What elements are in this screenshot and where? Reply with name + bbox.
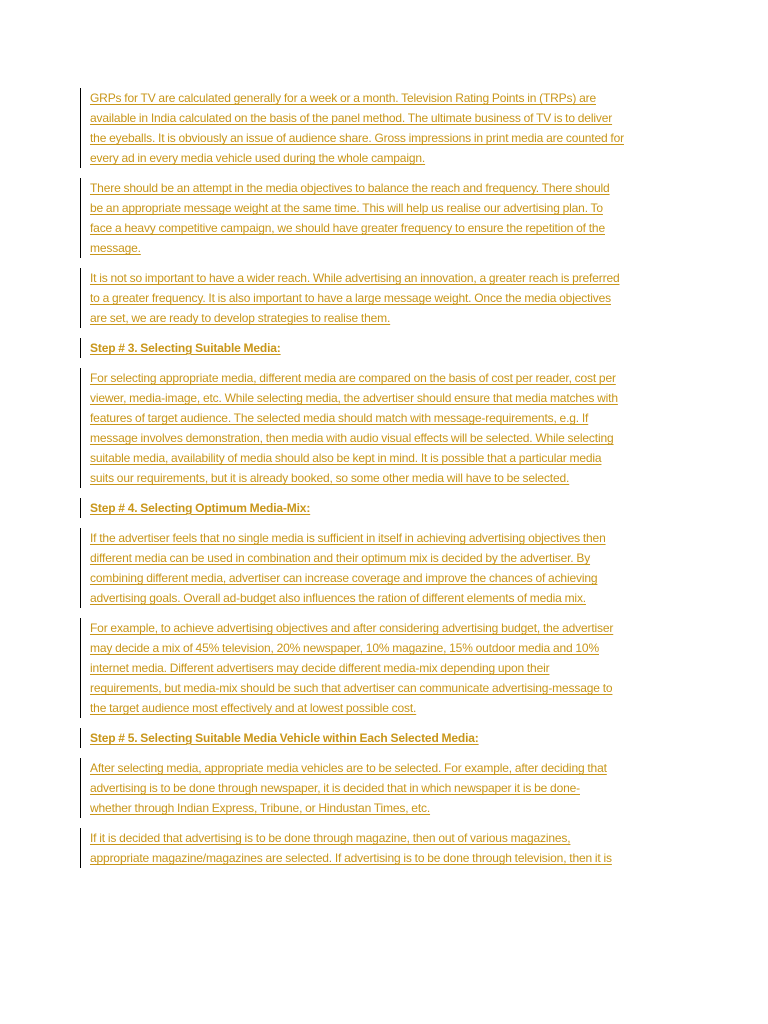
text-line: are set, we are ready to develop strategies to realise them. bbox=[90, 311, 391, 325]
text-line: appropriate magazine/magazines are selected. If advertising is to be done through television, then it is bbox=[90, 851, 612, 865]
text-line: to a greater frequency. It is also important to have a large message weight. Once the media objectives bbox=[90, 291, 612, 305]
paragraph bbox=[80, 828, 680, 868]
text-line: suitable media, availability of media should also be kept in mind. It is possible that a particular media bbox=[90, 451, 602, 465]
paragraph bbox=[80, 528, 680, 608]
text-line: message involves demonstration, then media with audio visual effects will be selected. While selecting bbox=[90, 431, 614, 445]
paragraph bbox=[80, 368, 680, 488]
text-line: internet media. Different advertisers may decide different media-mix depending upon their bbox=[90, 661, 550, 675]
text-line: Step # 5. Selecting Suitable Media Vehicle within Each Selected Media: bbox=[90, 731, 479, 745]
section-heading bbox=[80, 338, 680, 358]
text-line: If it is decided that advertising is to be done through magazine, then out of various magazines, bbox=[90, 831, 571, 845]
text-line: the eyeballs. It is obviously an issue of audience share. Gross impressions in print media are counted for bbox=[90, 131, 624, 145]
heading-text bbox=[90, 498, 680, 518]
heading-text bbox=[90, 338, 680, 358]
paragraph-text bbox=[90, 828, 680, 868]
text-line: Step # 4. Selecting Optimum Media-Mix: bbox=[90, 501, 311, 515]
paragraph bbox=[80, 758, 680, 818]
text-line: If the advertiser feels that no single media is sufficient in itself in achieving advertising objectives then bbox=[90, 531, 606, 545]
text-line: available in India calculated on the basis of the panel method. The ultimate business of TV is to deliver bbox=[90, 111, 613, 125]
heading-text bbox=[90, 728, 680, 748]
text-line: For selecting appropriate media, different media are compared on the basis of cost per reader, cost per bbox=[90, 371, 616, 385]
paragraph-text bbox=[90, 618, 680, 718]
text-line: every ad in every media vehicle used during the whole campaign. bbox=[90, 151, 426, 165]
text-line: requirements, but media-mix should be such that advertiser can communicate advertising-message to bbox=[90, 681, 613, 695]
paragraph bbox=[80, 268, 680, 328]
text-line: whether through Indian Express, Tribune, or Hindustan Times, etc. bbox=[90, 801, 431, 815]
text-line: advertising is to be done through newspaper, it is decided that in which newspaper it is be done- bbox=[90, 781, 580, 795]
text-line: message. bbox=[90, 241, 141, 255]
paragraph-text bbox=[90, 88, 680, 168]
section-heading bbox=[80, 498, 680, 518]
text-line: For example, to achieve advertising objectives and after considering advertising budget, the advertiser bbox=[90, 621, 614, 635]
text-line: may decide a mix of 45% television, 20% newspaper, 10% magazine, 15% outdoor media and 10% bbox=[90, 641, 599, 655]
paragraph-text bbox=[90, 178, 680, 258]
text-line: be an appropriate message weight at the same time. This will help us realise our advertising plan. To bbox=[90, 201, 603, 215]
paragraph bbox=[80, 618, 680, 718]
paragraph-text bbox=[90, 528, 680, 608]
document-body bbox=[80, 88, 680, 878]
text-line: the target audience most effectively and at lowest possible cost. bbox=[90, 701, 417, 715]
text-line: viewer, media-image, etc. While selecting media, the advertiser should ensure that media matches with bbox=[90, 391, 618, 405]
text-line: different media can be used in combination and their optimum mix is decided by the advertiser. By bbox=[90, 551, 591, 565]
paragraph-text bbox=[90, 368, 680, 488]
paragraph-text bbox=[90, 268, 680, 328]
paragraph bbox=[80, 88, 680, 168]
text-line: face a heavy competitive campaign, we should have greater frequency to ensure the repetition of the bbox=[90, 221, 605, 235]
text-line: GRPs for TV are calculated generally for a week or a month. Television Rating Points in (TRPs) are bbox=[90, 91, 596, 105]
paragraph-text bbox=[90, 758, 680, 818]
text-line: features of target audience. The selected media should match with message-requirements, e.g. If bbox=[90, 411, 589, 425]
text-line: advertising goals. Overall ad-budget also influences the ration of different elements of media mix. bbox=[90, 591, 586, 605]
text-line: After selecting media, appropriate media vehicles are to be selected. For example, after deciding that bbox=[90, 761, 607, 775]
text-line: It is not so important to have a wider reach. While advertising an innovation, a greater reach is preferred bbox=[90, 271, 620, 285]
text-line: Step # 3. Selecting Suitable Media: bbox=[90, 341, 281, 355]
section-heading bbox=[80, 728, 680, 748]
text-line: There should be an attempt in the media objectives to balance the reach and frequency. There should bbox=[90, 181, 610, 195]
text-line: suits our requirements, but it is already booked, so some other media will have to be selected. bbox=[90, 471, 570, 485]
paragraph bbox=[80, 178, 680, 258]
text-line: combining different media, advertiser can increase coverage and improve the chances of achieving bbox=[90, 571, 598, 585]
